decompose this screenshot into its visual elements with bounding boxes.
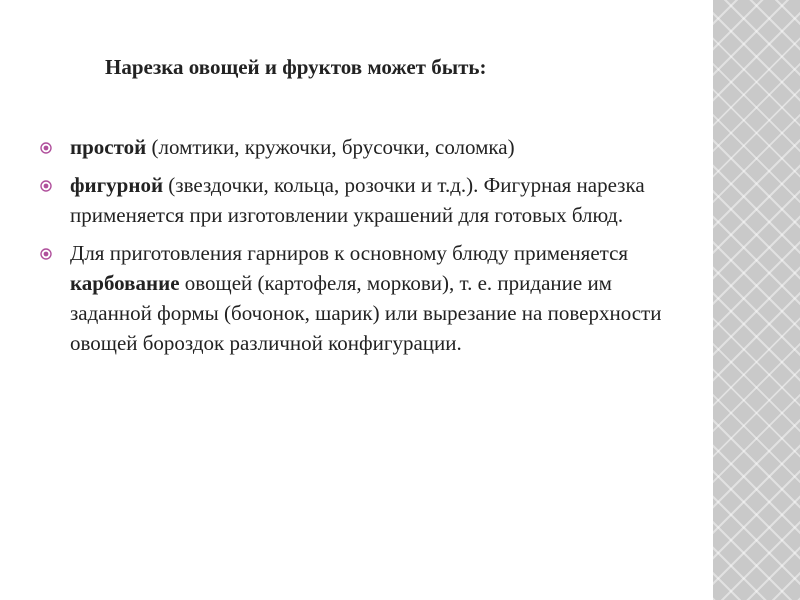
bullet-rest-text: (ломтики, кружочки, брусочки, соломка) — [146, 135, 515, 159]
list-item — [38, 170, 688, 230]
bullet-bold-term: простой — [70, 135, 147, 159]
ring-bullet-icon — [40, 180, 52, 192]
ring-bullet-icon — [40, 142, 52, 154]
bullet-rest-text: (звездочки, кольца, розочки и т.д.). Фигурная нарезка применяется при изготовлении украшений для готовых блюд. — [70, 173, 645, 227]
bullet-list — [38, 132, 688, 366]
ring-bullet-icon — [40, 248, 52, 260]
list-item — [38, 238, 688, 358]
list-item — [38, 132, 688, 162]
bullet-bold-term: карбование — [70, 271, 180, 295]
bullet-text — [70, 173, 645, 227]
bullet-rest-text: овощей (картофеля, моркови), т. е. придание им заданной формы (бочонок, шарик) или вырезание на поверхности овощей бороздок различной конфигурации. — [70, 271, 662, 355]
decorative-side-band — [713, 0, 800, 600]
bullet-text — [70, 135, 515, 159]
slide-title: Нарезка овощей и фруктов может быть: — [105, 55, 487, 79]
bullet-bold-term: фигурной — [70, 173, 164, 197]
bullet-text — [70, 241, 661, 355]
bullet-pre-text: Для приготовления гарниров к основному блюду применяется — [70, 241, 629, 265]
